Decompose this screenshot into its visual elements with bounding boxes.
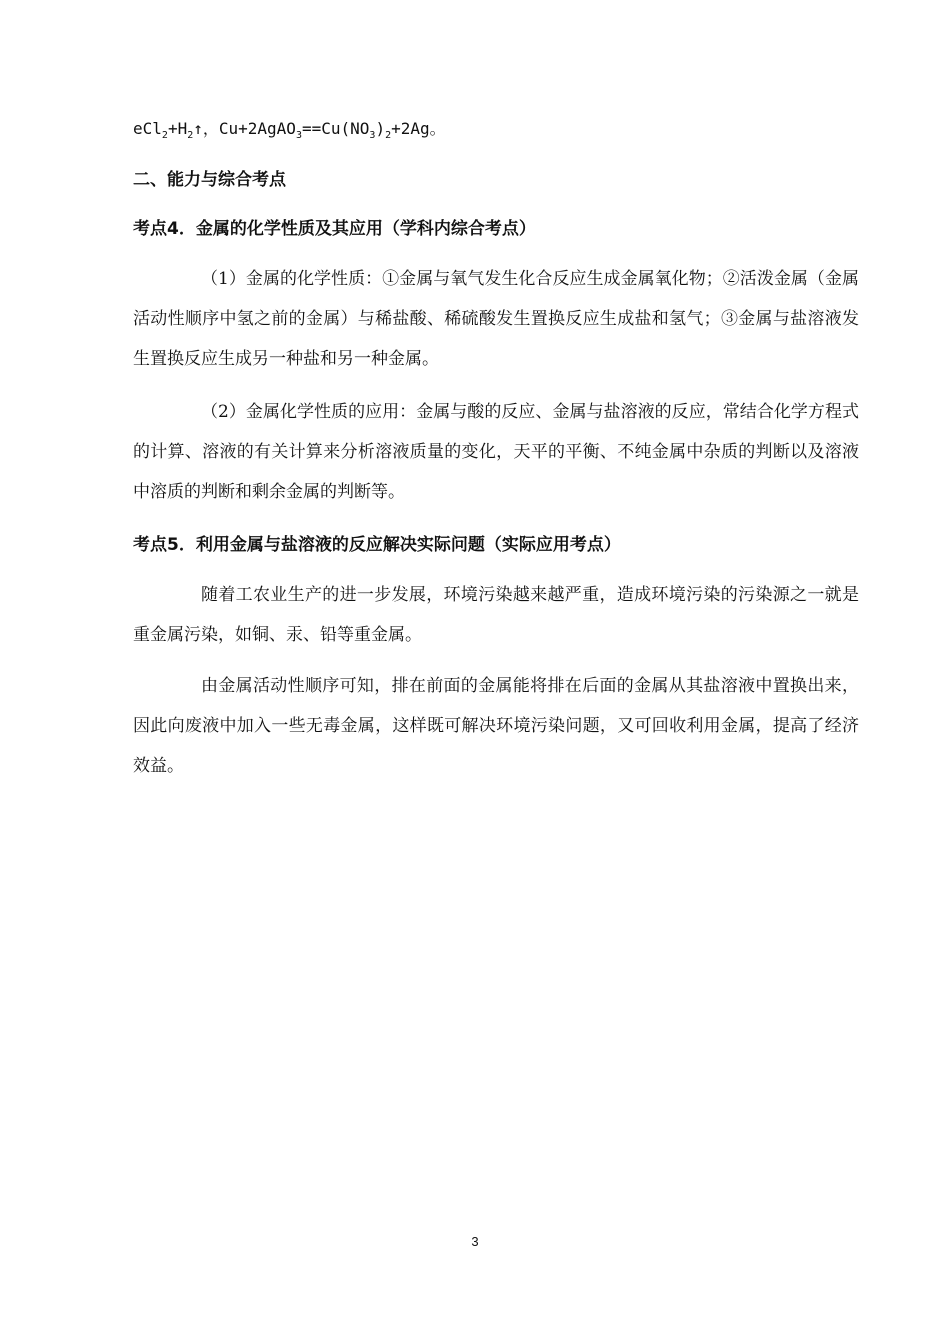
formula-subscript: 3 (295, 130, 302, 142)
formula-text: ↑，Cu+2AgAO (193, 119, 296, 138)
point5-heading: 考点5．利用金属与盐溶液的反应解决实际问题（实际应用考点） (133, 535, 621, 555)
formula-subscript: 3 (369, 130, 376, 142)
formula-text: +H (167, 119, 188, 138)
formula-text: +2Ag。 (391, 119, 446, 138)
point4-heading: 考点4．金属的化学性质及其应用（学科内综合考点） (133, 219, 536, 239)
page-number: 3 (471, 1234, 479, 1249)
formula-text: ) (375, 119, 386, 138)
formula-line (133, 116, 446, 141)
formula-subscript: 2 (187, 130, 194, 142)
point4-paragraph-1: （1）金属的化学性质：①金属与氧气发生化合反应生成金属氧化物；②活泼金属（金属活动性顺序中氢之前的金属）与稀盐酸、稀硫酸发生置换反应生成盐和氢气；③金属与盐溶液发生置换反应生成另一种盐和另一种金属。 (133, 269, 859, 369)
formula-subscript: 2 (385, 130, 392, 142)
formula-text: ==Cu(NO (301, 119, 370, 138)
formula-subscript: 2 (161, 130, 168, 142)
formula-text: eCl (133, 119, 162, 138)
point4-paragraph-2: （2）金属化学性质的应用：金属与酸的反应、金属与盐溶液的反应，常结合化学方程式的计算、溶液的有关计算来分析溶液质量的变化，天平的平衡、不纯金属中杂质的判断以及溶液中溶质的判断和剩余金属的判断等。 (133, 402, 859, 502)
point5-paragraph-1: 随着工农业生产的进一步发展，环境污染越来越严重，造成环境污染的污染源之一就是重金属污染，如铜、汞、铅等重金属。 (133, 585, 859, 645)
point5-paragraph-2: 由金属活动性顺序可知，排在前面的金属能将排在后面的金属从其盐溶液中置换出来，因此向废液中加入一些无毒金属，这样既可解决环境污染问题，又可回收利用金属，提高了经济效益。 (133, 676, 859, 776)
section-heading: 二、能力与综合考点 (133, 170, 286, 190)
